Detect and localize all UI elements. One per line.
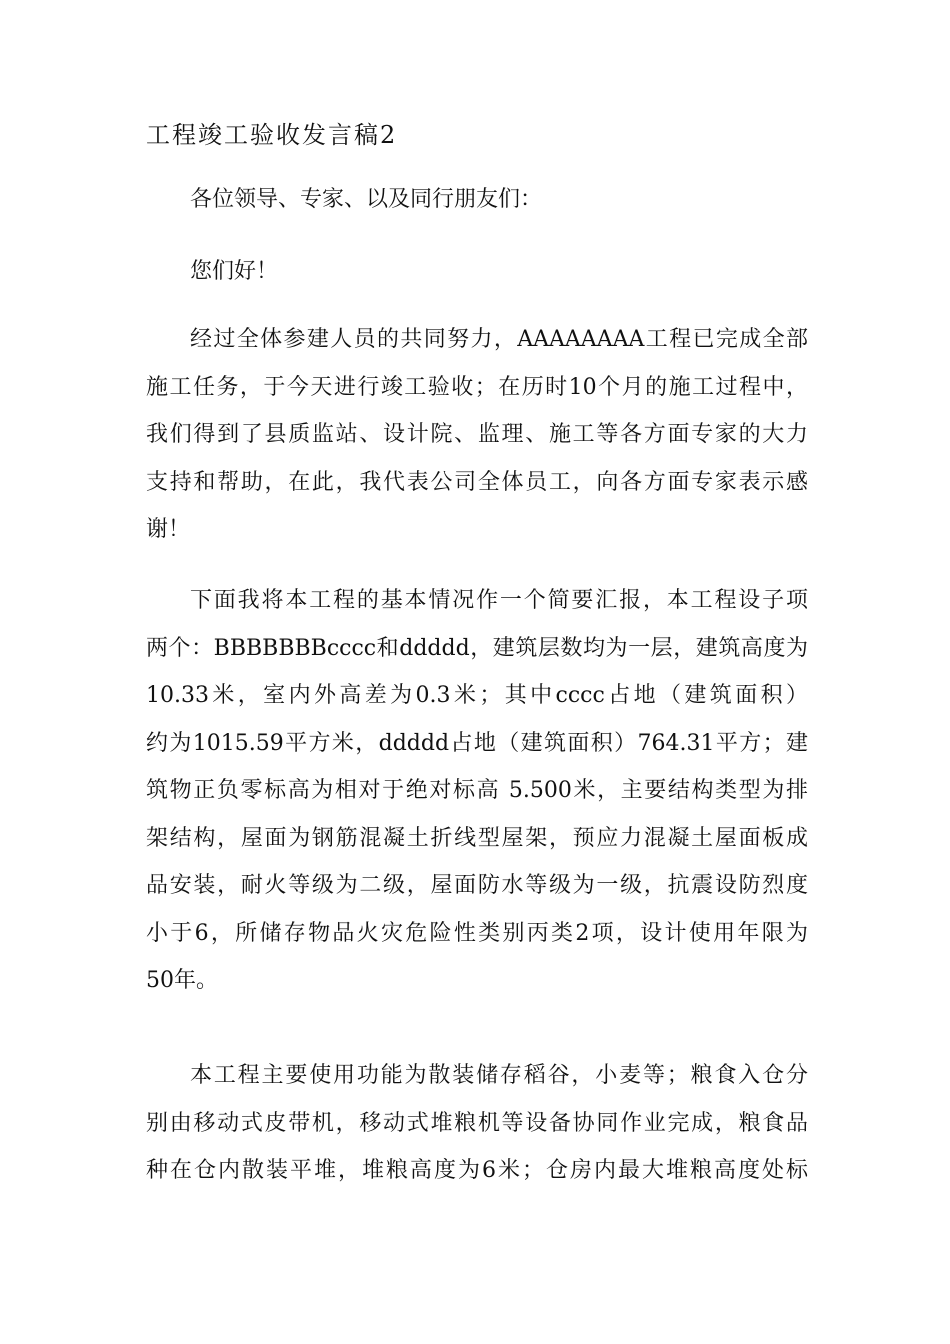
paragraph-line: 两个：BBBBBBBcccc和ddddd，建筑层数均为一层，建筑高度为 (146, 635, 808, 661)
salutation-paragraph (146, 176, 808, 224)
document-title: 工程竣工验收发言稿2 (146, 121, 398, 149)
paragraph-line: 种在仓内散装平堆，堆粮高度为6米；仓房内最大堆粮高度处标 (146, 1158, 808, 1183)
greeting-paragraph (146, 248, 808, 296)
paragraph-line: 施工任务，于今天进行竣工验收；在历时10个月的施工过程中， (146, 374, 808, 400)
paragraph-line: 约为1015.59平方米，ddddd占地（建筑面积）764.31平方；建 (146, 730, 808, 756)
paragraph-line: 品安装，耐火等级为二级，屋面防水等级为一级，抗震设防烈度 (146, 873, 808, 898)
body-paragraph-3 (146, 1052, 808, 1195)
salutation-line: 各位领导、专家、以及同行朋友们： (190, 187, 543, 212)
paragraph-line: 架结构，屋面为钢筋混凝土折线型屋架，预应力混凝土屋面板成 (146, 825, 808, 851)
paragraph-line: 下面我将本工程的基本情况作一个简要汇报，本工程设子项 (190, 588, 808, 613)
paragraph-line: 经过全体参建人员的共同努力，AAAAAAAA工程已完成全部 (190, 327, 808, 352)
paragraph-line: 10.33米，室内外高差为0.3米；其中cccc占地（建筑面积） (146, 683, 808, 708)
greeting-line: 您们好！ (190, 259, 279, 284)
paragraph-line: 本工程主要使用功能为散装储存稻谷，小麦等；粮食入仓分 (190, 1063, 808, 1088)
paragraph-line: 筑物正负零标高为相对于绝对标高 5.500米，主要结构类型为排 (146, 778, 808, 803)
paragraph-line: 我们得到了县质监站、设计院、监理、施工等各方面专家的大力 (146, 422, 808, 447)
paragraph-line: 支持和帮助，在此，我代表公司全体员工，向各方面专家表示感 (146, 469, 808, 495)
body-paragraph-2 (146, 577, 808, 1005)
paragraph-line: 谢！ (146, 517, 191, 542)
paragraph-line: 别由移动式皮带机，移动式堆粮机等设备协同作业完成，粮食品 (146, 1110, 808, 1136)
paragraph-line: 50年。 (146, 968, 218, 993)
body-paragraph-1 (146, 316, 808, 554)
paragraph-line: 小于6，所储存物品火灾危险性类别丙类2项，设计使用年限为 (146, 920, 808, 946)
